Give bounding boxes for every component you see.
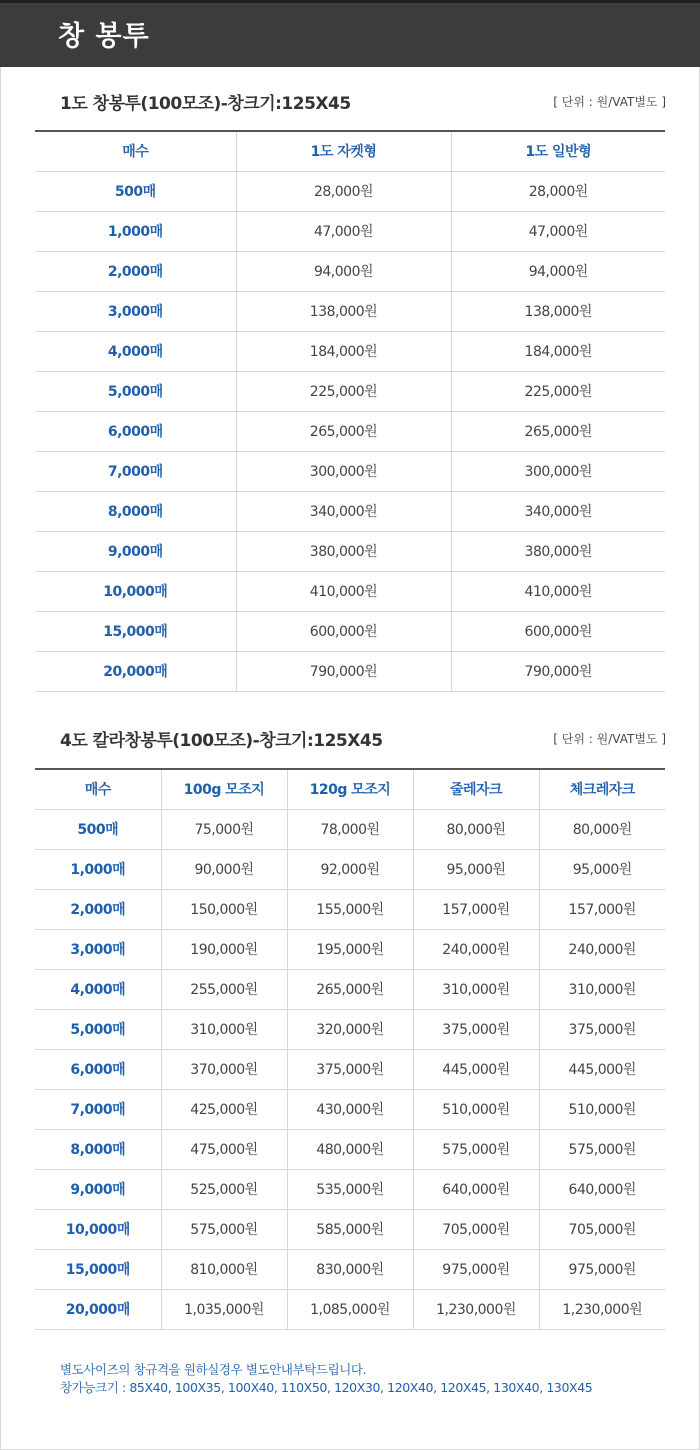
table-header-row xyxy=(35,131,665,171)
quantity-cell: 2,000매 xyxy=(35,251,236,291)
price-cell: 600,000원 xyxy=(236,611,451,651)
price-cell: 78,000원 xyxy=(287,809,413,849)
price-cell: 340,000원 xyxy=(236,491,451,531)
quantity-cell: 20,000매 xyxy=(35,651,236,691)
price-cell: 190,000원 xyxy=(161,929,287,969)
price-cell: 430,000원 xyxy=(287,1089,413,1129)
table-row xyxy=(35,451,665,491)
section1-title: 1도 창봉투(100모조)-창크기:125X45 xyxy=(60,94,351,114)
price-table-1color xyxy=(35,130,665,692)
price-cell: 1,230,000원 xyxy=(413,1289,539,1329)
header-quantity: 매수 xyxy=(35,769,161,809)
price-cell: 240,000원 xyxy=(539,929,665,969)
header-jacket-type: 1도 자켓형 xyxy=(236,131,451,171)
table-row xyxy=(35,889,665,929)
price-cell: 445,000원 xyxy=(539,1049,665,1089)
price-cell: 195,000원 xyxy=(287,929,413,969)
price-cell: 480,000원 xyxy=(287,1129,413,1169)
table-row xyxy=(35,531,665,571)
table-row xyxy=(35,1289,665,1329)
page-title: 창 봉투 xyxy=(58,21,150,52)
price-table-4color xyxy=(35,768,665,1330)
header-banner xyxy=(0,3,700,67)
price-cell: 28,000원 xyxy=(236,171,451,211)
price-cell: 94,000원 xyxy=(236,251,451,291)
price-cell: 525,000원 xyxy=(161,1169,287,1209)
price-cell: 410,000원 xyxy=(451,571,665,611)
price-cell: 95,000원 xyxy=(539,849,665,889)
quantity-cell: 3,000매 xyxy=(35,929,161,969)
table-row xyxy=(35,1209,665,1249)
price-cell: 255,000원 xyxy=(161,969,287,1009)
price-cell: 705,000원 xyxy=(413,1209,539,1249)
section1-unit-note: [ 단위 : 원/VAT별도 ] xyxy=(553,95,666,109)
header-120g-paper: 120g 모조지 xyxy=(287,769,413,809)
price-cell: 975,000원 xyxy=(539,1249,665,1289)
quantity-cell: 7,000매 xyxy=(35,1089,161,1129)
price-cell: 28,000원 xyxy=(451,171,665,211)
price-cell: 640,000원 xyxy=(413,1169,539,1209)
price-cell: 1,035,000원 xyxy=(161,1289,287,1329)
quantity-cell: 1,000매 xyxy=(35,849,161,889)
price-cell: 640,000원 xyxy=(539,1169,665,1209)
quantity-cell: 5,000매 xyxy=(35,371,236,411)
quantity-cell: 7,000매 xyxy=(35,451,236,491)
quantity-cell: 10,000매 xyxy=(35,571,236,611)
quantity-cell: 1,000매 xyxy=(35,211,236,251)
price-cell: 375,000원 xyxy=(539,1009,665,1049)
table-row xyxy=(35,251,665,291)
price-cell: 575,000원 xyxy=(413,1129,539,1169)
section2-title: 4도 칼라창봉투(100모조)-창크기:125X45 xyxy=(60,731,383,751)
quantity-cell: 4,000매 xyxy=(35,331,236,371)
price-cell: 92,000원 xyxy=(287,849,413,889)
section2-unit-note: [ 단위 : 원/VAT별도 ] xyxy=(553,732,666,746)
price-cell: 340,000원 xyxy=(451,491,665,531)
table-header-row xyxy=(35,769,665,809)
price-cell: 184,000원 xyxy=(451,331,665,371)
price-cell: 370,000원 xyxy=(161,1049,287,1089)
quantity-cell: 10,000매 xyxy=(35,1209,161,1249)
notes xyxy=(60,1361,592,1397)
quantity-cell: 9,000매 xyxy=(35,531,236,571)
price-cell: 300,000원 xyxy=(451,451,665,491)
quantity-cell: 8,000매 xyxy=(35,491,236,531)
price-cell: 138,000원 xyxy=(236,291,451,331)
price-cell: 184,000원 xyxy=(236,331,451,371)
price-cell: 790,000원 xyxy=(236,651,451,691)
price-cell: 138,000원 xyxy=(451,291,665,331)
price-cell: 75,000원 xyxy=(161,809,287,849)
header-quantity: 매수 xyxy=(35,131,236,171)
price-cell: 265,000원 xyxy=(451,411,665,451)
price-cell: 380,000원 xyxy=(451,531,665,571)
price-cell: 90,000원 xyxy=(161,849,287,889)
price-cell: 225,000원 xyxy=(451,371,665,411)
price-cell: 47,000원 xyxy=(236,211,451,251)
table-row xyxy=(35,331,665,371)
quantity-cell: 15,000매 xyxy=(35,611,236,651)
price-cell: 810,000원 xyxy=(161,1249,287,1289)
table-row xyxy=(35,969,665,1009)
table-row xyxy=(35,849,665,889)
note-custom-size: 별도사이즈의 창규격을 원하실경우 별도안내부탁드립니다. xyxy=(60,1362,367,1377)
price-cell: 265,000원 xyxy=(287,969,413,1009)
quantity-cell: 8,000매 xyxy=(35,1129,161,1169)
price-cell: 975,000원 xyxy=(413,1249,539,1289)
quantity-cell: 500매 xyxy=(35,171,236,211)
price-cell: 300,000원 xyxy=(236,451,451,491)
price-cell: 320,000원 xyxy=(287,1009,413,1049)
table-row xyxy=(35,1049,665,1089)
price-cell: 1,230,000원 xyxy=(539,1289,665,1329)
table-row xyxy=(35,1089,665,1129)
price-cell: 265,000원 xyxy=(236,411,451,451)
quantity-cell: 4,000매 xyxy=(35,969,161,1009)
price-cell: 375,000원 xyxy=(287,1049,413,1089)
table-row xyxy=(35,211,665,251)
price-cell: 445,000원 xyxy=(413,1049,539,1089)
header-general-type: 1도 일반형 xyxy=(451,131,665,171)
table-row xyxy=(35,929,665,969)
price-cell: 830,000원 xyxy=(287,1249,413,1289)
quantity-cell: 2,000매 xyxy=(35,889,161,929)
table-row xyxy=(35,411,665,451)
price-cell: 410,000원 xyxy=(236,571,451,611)
price-cell: 575,000원 xyxy=(539,1129,665,1169)
price-cell: 705,000원 xyxy=(539,1209,665,1249)
price-cell: 425,000원 xyxy=(161,1089,287,1129)
table-row xyxy=(35,571,665,611)
price-cell: 310,000원 xyxy=(539,969,665,1009)
table-row xyxy=(35,371,665,411)
quantity-cell: 9,000매 xyxy=(35,1169,161,1209)
price-cell: 585,000원 xyxy=(287,1209,413,1249)
table-row xyxy=(35,611,665,651)
price-cell: 150,000원 xyxy=(161,889,287,929)
price-cell: 80,000원 xyxy=(413,809,539,849)
price-cell: 47,000원 xyxy=(451,211,665,251)
price-cell: 157,000원 xyxy=(539,889,665,929)
table-row xyxy=(35,809,665,849)
price-cell: 510,000원 xyxy=(539,1089,665,1129)
price-cell: 790,000원 xyxy=(451,651,665,691)
table-row xyxy=(35,1249,665,1289)
header-check-leather: 체크레자크 xyxy=(539,769,665,809)
price-cell: 80,000원 xyxy=(539,809,665,849)
price-cell: 600,000원 xyxy=(451,611,665,651)
table-row xyxy=(35,1009,665,1049)
header-jule-leather: 줄레자크 xyxy=(413,769,539,809)
price-cell: 475,000원 xyxy=(161,1129,287,1169)
quantity-cell: 500매 xyxy=(35,809,161,849)
table-row xyxy=(35,171,665,211)
price-cell: 310,000원 xyxy=(161,1009,287,1049)
quantity-cell: 6,000매 xyxy=(35,1049,161,1089)
table-row xyxy=(35,651,665,691)
quantity-cell: 5,000매 xyxy=(35,1009,161,1049)
table-row xyxy=(35,1129,665,1169)
quantity-cell: 6,000매 xyxy=(35,411,236,451)
price-cell: 310,000원 xyxy=(413,969,539,1009)
header-100g-paper: 100g 모조지 xyxy=(161,769,287,809)
table-row xyxy=(35,291,665,331)
price-cell: 535,000원 xyxy=(287,1169,413,1209)
quantity-cell: 15,000매 xyxy=(35,1249,161,1289)
quantity-cell: 3,000매 xyxy=(35,291,236,331)
price-cell: 225,000원 xyxy=(236,371,451,411)
price-cell: 157,000원 xyxy=(413,889,539,929)
price-cell: 575,000원 xyxy=(161,1209,287,1249)
table-row xyxy=(35,1169,665,1209)
quantity-cell: 20,000매 xyxy=(35,1289,161,1329)
price-cell: 1,085,000원 xyxy=(287,1289,413,1329)
price-cell: 240,000원 xyxy=(413,929,539,969)
price-cell: 380,000원 xyxy=(236,531,451,571)
table-row xyxy=(35,491,665,531)
note-available-sizes: 창가능크기 : 85X40, 100X35, 100X40, 110X50, 120X30, 120X40, 120X45, 130X40, 130X45 xyxy=(60,1380,593,1395)
price-cell: 95,000원 xyxy=(413,849,539,889)
price-cell: 510,000원 xyxy=(413,1089,539,1129)
price-cell: 155,000원 xyxy=(287,889,413,929)
price-cell: 94,000원 xyxy=(451,251,665,291)
price-cell: 375,000원 xyxy=(413,1009,539,1049)
